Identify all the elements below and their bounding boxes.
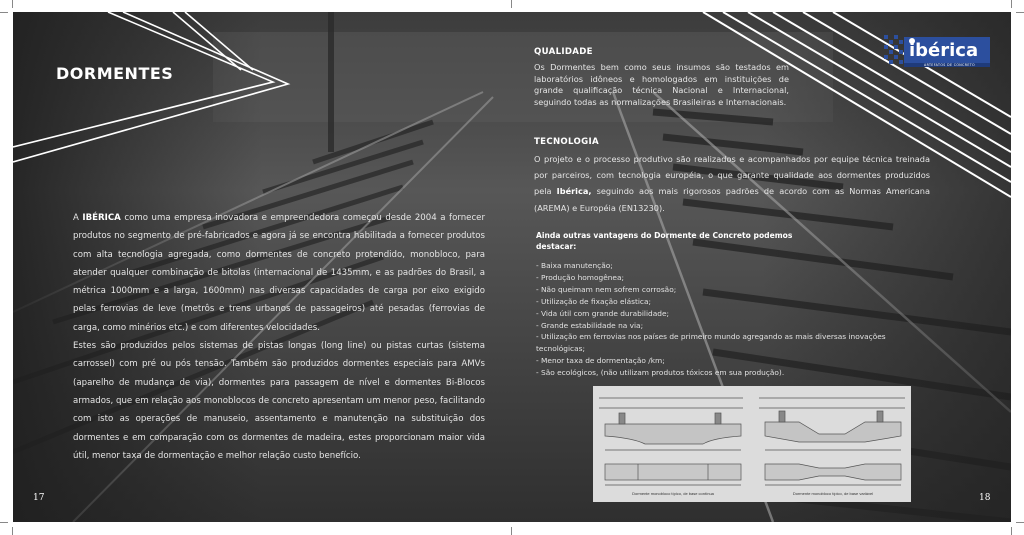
crop-mark bbox=[12, 0, 13, 8]
list-item: - Baixa manutenção; bbox=[536, 261, 613, 270]
company-name: IBÉRICA bbox=[82, 213, 121, 223]
qualidade-text: Os Dormentes bem como seus insumos são testados em laboratórios idôneos e homologados em instituições de grande qualificação técnica Nacional e Internacional, seguindo todas as normalizações Brasileiras e Internacionais. bbox=[534, 62, 789, 108]
crop-mark bbox=[0, 522, 8, 523]
left-body-text bbox=[73, 209, 485, 465]
advantages-heading: Ainda outras vantagens do Dormente de Concreto podemos destacar: bbox=[536, 231, 793, 251]
tecnologia-text: O projeto e o processo produtivo são realizados e acompanhados por equipe técnica treinada por parceiros, com tecnologia européia, o que garante qualidade aos dormentes produzidos pela Ibérica, seguindo aos mais rigorosos padrões de acordo com as Normas Americana (AREMA) e Européia (EN13230). bbox=[534, 154, 930, 213]
list-item: - Não queimam nem sofrem corrosão; bbox=[536, 284, 677, 294]
list-item: - Utilização de fixação elástica; bbox=[536, 296, 651, 306]
list-item: - São ecológicos, (não utilizam produtos tóxicos em sua produção). bbox=[536, 368, 785, 378]
diagram-caption-left: Dormente monobloco típico, de base contínua bbox=[632, 491, 714, 496]
crop-mark bbox=[1016, 12, 1024, 13]
logo-tagline: ARTEFATOS DE CONCRETO bbox=[924, 63, 975, 67]
sleeper-drawing-figure bbox=[593, 386, 911, 502]
logo-text: ibérica bbox=[909, 40, 979, 61]
page-title: DORMENTES bbox=[56, 64, 174, 83]
list-item: - Vida útil com grande durabilidade; bbox=[536, 308, 669, 318]
crop-mark bbox=[1011, 527, 1012, 535]
crop-mark bbox=[511, 527, 512, 535]
iberica-logo bbox=[884, 33, 992, 69]
production-paragraph: Estes são produzidos pelos sistemas de pistas longas (long line) ou pistas curtas (sistema carrossel) com pré ou pós tensão. Também são produzidos dormentes especiais para AMVs (aparelho de mudança de via), dormentes para passagem de nível e dormentes Bi-Blocos armados, que em relação aos monoblocos de concreto apresentam um menor peso, facilitando com isto as operações de manuseio, assentamento e manutenção na substituição dos dormentes e em comparação com os dormentes de madeira, estes proporcionam maior vida útil, menor taxa de dormentação e melhor relação custo benefício. bbox=[73, 341, 485, 461]
advantages-list bbox=[536, 260, 906, 379]
crop-mark bbox=[0, 12, 8, 13]
brochure-spread bbox=[13, 12, 1011, 522]
diagram-caption-right: Dormente monobloco típico, de base variável bbox=[792, 491, 874, 496]
tecnologia-heading: TECNOLOGIA bbox=[534, 137, 599, 147]
list-item: - Produção homogênea; bbox=[536, 272, 624, 282]
page-number-right: 18 bbox=[979, 493, 991, 503]
crop-mark bbox=[1016, 522, 1024, 523]
list-item: - Utilização em ferrovias nos países de primeiro mundo agregando as mais diversas inovações tecnológicas; bbox=[536, 332, 886, 354]
page-number-left: 17 bbox=[33, 493, 45, 503]
crop-mark bbox=[511, 0, 512, 8]
crop-mark bbox=[1011, 0, 1012, 8]
qualidade-heading: QUALIDADE bbox=[534, 47, 593, 57]
list-item: - Menor taxa de dormentação /km; bbox=[536, 356, 665, 366]
company-name-bold: Ibérica, bbox=[556, 186, 592, 197]
crop-mark bbox=[12, 527, 13, 535]
list-item: - Grande estabilidade na via; bbox=[536, 320, 644, 330]
intro-paragraph: A IBÉRICA como uma empresa inovadora e empreendedora começou desde 2004 a fornecer produtos no segmento de pré-fabricados e agora já se encontra habilitada a fornecer produtos com alta tecnologia agregada, como dormentes de concreto protendido, monobloco, para atender qualquer combinação de bitolas (internacional de 1435mm, e as padrões do Brasil, a métrica 1000mm e a larga, 1600mm) nas diversas capacidades de carga por eixo exigido pelas ferrovias de leve (metrôs e trens urbanos de passageiros) até pesadas (ferrovias de carga, como minérios etc.) e com diferentes velocidades. bbox=[73, 213, 485, 333]
sleeper-technical-drawing bbox=[593, 386, 911, 502]
